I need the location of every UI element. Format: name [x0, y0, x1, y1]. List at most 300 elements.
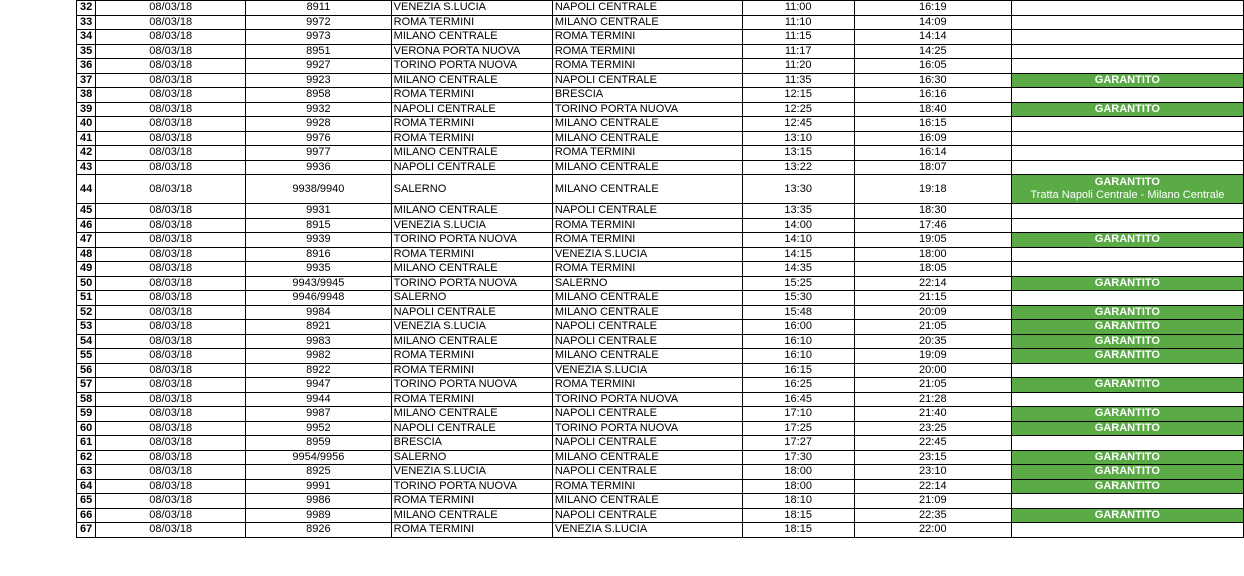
train-number-cell: 9986 [246, 494, 392, 509]
status-badge [1011, 73, 1243, 88]
train-number-cell: 9983 [246, 334, 392, 349]
train-number-cell: 8958 [246, 88, 392, 103]
status-label: GARANTITO [1094, 334, 1160, 347]
destination-cell: NAPOLI CENTRALE [552, 334, 742, 349]
departure-cell: 12:25 [742, 102, 854, 117]
table-row [77, 131, 1244, 146]
train-number-cell: 9954/9956 [246, 450, 392, 465]
train-number-cell: 8925 [246, 465, 392, 480]
table-row [77, 523, 1244, 538]
train-number-cell: 8916 [246, 247, 392, 262]
destination-cell: MILANO CENTRALE [552, 131, 742, 146]
date-cell: 08/03/18 [96, 102, 246, 117]
departure-cell: 14:15 [742, 247, 854, 262]
status-label: GARANTITO [1094, 508, 1160, 521]
date-cell: 08/03/18 [96, 262, 246, 277]
destination-cell: BRESCIA [552, 88, 742, 103]
status-badge [1011, 1, 1243, 16]
status-label: GARANTITO [1094, 349, 1160, 362]
train-number-cell: 8915 [246, 218, 392, 233]
row-number-cell: 39 [77, 102, 96, 117]
date-cell: 08/03/18 [96, 204, 246, 219]
origin-cell: TORINO PORTA NUOVA [391, 378, 552, 393]
row-number-cell: 53 [77, 320, 96, 335]
arrival-cell: 20:35 [854, 334, 1011, 349]
row-number-cell: 46 [77, 218, 96, 233]
row-number-cell: 42 [77, 146, 96, 161]
table-row [77, 247, 1244, 262]
row-number-cell: 35 [77, 44, 96, 59]
status-label: GARANTITO [1094, 176, 1160, 188]
date-cell: 08/03/18 [96, 30, 246, 45]
origin-cell: NAPOLI CENTRALE [391, 421, 552, 436]
row-number-cell: 38 [77, 88, 96, 103]
row-number-cell: 62 [77, 450, 96, 465]
destination-cell: ROMA TERMINI [552, 233, 742, 248]
destination-cell: MILANO CENTRALE [552, 15, 742, 30]
date-cell: 08/03/18 [96, 523, 246, 538]
status-badge [1011, 160, 1243, 175]
table-row [77, 44, 1244, 59]
departure-cell: 16:10 [742, 349, 854, 364]
table-row [77, 334, 1244, 349]
train-number-cell: 9928 [246, 117, 392, 132]
row-number-cell: 49 [77, 262, 96, 277]
origin-cell: MILANO CENTRALE [391, 508, 552, 523]
departure-cell: 17:10 [742, 407, 854, 422]
date-cell: 08/03/18 [96, 15, 246, 30]
destination-cell: TORINO PORTA NUOVA [552, 102, 742, 117]
row-number-cell: 47 [77, 233, 96, 248]
train-number-cell: 9989 [246, 508, 392, 523]
origin-cell: NAPOLI CENTRALE [391, 102, 552, 117]
origin-cell: VENEZIA S.LUCIA [391, 320, 552, 335]
arrival-cell: 14:14 [854, 30, 1011, 45]
status-label: GARANTITO [1094, 276, 1160, 289]
departure-cell: 15:48 [742, 305, 854, 320]
status-note: Tratta Napoli Centrale - Milano Centrale [1030, 189, 1225, 201]
destination-cell: MILANO CENTRALE [552, 450, 742, 465]
arrival-cell: 19:09 [854, 349, 1011, 364]
destination-cell: ROMA TERMINI [552, 378, 742, 393]
train-number-cell: 9923 [246, 73, 392, 88]
table-row [77, 450, 1244, 465]
table-row [77, 378, 1244, 393]
departure-cell: 18:00 [742, 465, 854, 480]
date-cell: 08/03/18 [96, 276, 246, 291]
arrival-cell: 18:40 [854, 102, 1011, 117]
status-badge [1011, 334, 1243, 349]
destination-cell: ROMA TERMINI [552, 30, 742, 45]
arrival-cell: 16:09 [854, 131, 1011, 146]
train-number-cell: 9982 [246, 349, 392, 364]
table-row [77, 15, 1244, 30]
arrival-cell: 21:15 [854, 291, 1011, 306]
train-number-cell: 9932 [246, 102, 392, 117]
status-badge [1011, 363, 1243, 378]
departure-cell: 13:10 [742, 131, 854, 146]
table-body [77, 1, 1244, 538]
status-label: GARANTITO [1094, 320, 1160, 333]
train-number-cell: 9927 [246, 59, 392, 74]
status-label: GARANTITO [1094, 421, 1160, 434]
table-row [77, 218, 1244, 233]
table-row [77, 204, 1244, 219]
destination-cell: MILANO CENTRALE [552, 305, 742, 320]
origin-cell: MILANO CENTRALE [391, 30, 552, 45]
date-cell: 08/03/18 [96, 421, 246, 436]
row-number-cell: 66 [77, 508, 96, 523]
date-cell: 08/03/18 [96, 175, 246, 204]
destination-cell: NAPOLI CENTRALE [552, 204, 742, 219]
arrival-cell: 22:14 [854, 276, 1011, 291]
status-badge [1011, 465, 1243, 480]
origin-cell: MILANO CENTRALE [391, 146, 552, 161]
status-badge [1011, 218, 1243, 233]
destination-cell: MILANO CENTRALE [552, 175, 742, 204]
arrival-cell: 22:45 [854, 436, 1011, 451]
row-number-cell: 54 [77, 334, 96, 349]
departure-cell: 14:10 [742, 233, 854, 248]
origin-cell: VENEZIA S.LUCIA [391, 218, 552, 233]
row-number-cell: 33 [77, 15, 96, 30]
origin-cell: ROMA TERMINI [391, 131, 552, 146]
status-badge [1011, 479, 1243, 494]
date-cell: 08/03/18 [96, 436, 246, 451]
table-row [77, 276, 1244, 291]
status-badge [1011, 247, 1243, 262]
date-cell: 08/03/18 [96, 88, 246, 103]
arrival-cell: 23:15 [854, 450, 1011, 465]
arrival-cell: 18:07 [854, 160, 1011, 175]
arrival-cell: 14:25 [854, 44, 1011, 59]
row-number-cell: 64 [77, 479, 96, 494]
date-cell: 08/03/18 [96, 450, 246, 465]
date-cell: 08/03/18 [96, 117, 246, 132]
arrival-cell: 21:28 [854, 392, 1011, 407]
departure-cell: 16:15 [742, 363, 854, 378]
destination-cell: MILANO CENTRALE [552, 494, 742, 509]
train-number-cell: 9936 [246, 160, 392, 175]
date-cell: 08/03/18 [96, 465, 246, 480]
departure-cell: 13:22 [742, 160, 854, 175]
origin-cell: TORINO PORTA NUOVA [391, 59, 552, 74]
status-badge [1011, 320, 1243, 335]
date-cell: 08/03/18 [96, 73, 246, 88]
departure-cell: 13:35 [742, 204, 854, 219]
status-label: GARANTITO [1094, 305, 1160, 318]
train-number-cell: 9947 [246, 378, 392, 393]
origin-cell: SALERNO [391, 175, 552, 204]
status-label: GARANTITO [1094, 479, 1160, 492]
status-badge [1011, 102, 1243, 117]
table-row [77, 494, 1244, 509]
departure-cell: 14:00 [742, 218, 854, 233]
origin-cell: NAPOLI CENTRALE [391, 160, 552, 175]
origin-cell: VENEZIA S.LUCIA [391, 1, 552, 16]
table-row [77, 305, 1244, 320]
departure-cell: 18:00 [742, 479, 854, 494]
train-number-cell: 9931 [246, 204, 392, 219]
table-row [77, 479, 1244, 494]
train-schedule-table [76, 0, 1244, 538]
departure-cell: 11:15 [742, 30, 854, 45]
status-badge [1011, 88, 1243, 103]
row-number-cell: 51 [77, 291, 96, 306]
departure-cell: 13:15 [742, 146, 854, 161]
date-cell: 08/03/18 [96, 334, 246, 349]
departure-cell: 13:30 [742, 175, 854, 204]
status-badge [1011, 349, 1243, 364]
table-row [77, 88, 1244, 103]
origin-cell: ROMA TERMINI [391, 363, 552, 378]
status-badge [1011, 30, 1243, 45]
table-row [77, 30, 1244, 45]
train-number-cell: 9987 [246, 407, 392, 422]
train-number-cell: 8951 [246, 44, 392, 59]
date-cell: 08/03/18 [96, 218, 246, 233]
train-number-cell: 9972 [246, 15, 392, 30]
origin-cell: TORINO PORTA NUOVA [391, 276, 552, 291]
status-badge [1011, 59, 1243, 74]
origin-cell: ROMA TERMINI [391, 349, 552, 364]
row-number-cell: 36 [77, 59, 96, 74]
status-badge [1011, 392, 1243, 407]
origin-cell: ROMA TERMINI [391, 117, 552, 132]
destination-cell: VENEZIA S.LUCIA [552, 523, 742, 538]
status-badge [1011, 407, 1243, 422]
row-number-cell: 48 [77, 247, 96, 262]
table-row [77, 291, 1244, 306]
arrival-cell: 22:14 [854, 479, 1011, 494]
status-badge [1011, 508, 1243, 523]
row-number-cell: 45 [77, 204, 96, 219]
status-badge [1011, 204, 1243, 219]
destination-cell: SALERNO [552, 276, 742, 291]
origin-cell: ROMA TERMINI [391, 392, 552, 407]
train-number-cell: 9984 [246, 305, 392, 320]
row-number-cell: 34 [77, 30, 96, 45]
row-number-cell: 67 [77, 523, 96, 538]
train-number-cell: 9939 [246, 233, 392, 248]
destination-cell: ROMA TERMINI [552, 262, 742, 277]
origin-cell: MILANO CENTRALE [391, 262, 552, 277]
status-label: GARANTITO [1094, 102, 1160, 115]
departure-cell: 11:00 [742, 1, 854, 16]
origin-cell: ROMA TERMINI [391, 247, 552, 262]
row-number-cell: 40 [77, 117, 96, 132]
destination-cell: NAPOLI CENTRALE [552, 508, 742, 523]
table-row [77, 465, 1244, 480]
date-cell: 08/03/18 [96, 392, 246, 407]
date-cell: 08/03/18 [96, 146, 246, 161]
arrival-cell: 22:35 [854, 508, 1011, 523]
destination-cell: TORINO PORTA NUOVA [552, 421, 742, 436]
arrival-cell: 19:18 [854, 175, 1011, 204]
arrival-cell: 17:46 [854, 218, 1011, 233]
date-cell: 08/03/18 [96, 160, 246, 175]
arrival-cell: 16:14 [854, 146, 1011, 161]
destination-cell: TORINO PORTA NUOVA [552, 392, 742, 407]
origin-cell: MILANO CENTRALE [391, 407, 552, 422]
table-row [77, 175, 1244, 204]
destination-cell: ROMA TERMINI [552, 59, 742, 74]
table-row [77, 117, 1244, 132]
train-number-cell: 9935 [246, 262, 392, 277]
date-cell: 08/03/18 [96, 1, 246, 16]
arrival-cell: 23:25 [854, 421, 1011, 436]
date-cell: 08/03/18 [96, 233, 246, 248]
date-cell: 08/03/18 [96, 349, 246, 364]
table-row [77, 233, 1244, 248]
date-cell: 08/03/18 [96, 305, 246, 320]
table-row [77, 349, 1244, 364]
train-number-cell: 9991 [246, 479, 392, 494]
origin-cell: TORINO PORTA NUOVA [391, 233, 552, 248]
origin-cell: NAPOLI CENTRALE [391, 305, 552, 320]
table-row [77, 146, 1244, 161]
origin-cell: VENEZIA S.LUCIA [391, 465, 552, 480]
table-row [77, 363, 1244, 378]
departure-cell: 17:25 [742, 421, 854, 436]
table-row [77, 436, 1244, 451]
table-row [77, 508, 1244, 523]
destination-cell: ROMA TERMINI [552, 218, 742, 233]
train-number-cell: 9943/9945 [246, 276, 392, 291]
status-badge [1011, 131, 1243, 146]
departure-cell: 16:25 [742, 378, 854, 393]
train-number-cell: 9944 [246, 392, 392, 407]
row-number-cell: 32 [77, 1, 96, 16]
destination-cell: NAPOLI CENTRALE [552, 320, 742, 335]
arrival-cell: 21:05 [854, 378, 1011, 393]
row-number-cell: 52 [77, 305, 96, 320]
destination-cell: NAPOLI CENTRALE [552, 407, 742, 422]
departure-cell: 17:30 [742, 450, 854, 465]
destination-cell: VENEZIA S.LUCIA [552, 247, 742, 262]
arrival-cell: 16:16 [854, 88, 1011, 103]
arrival-cell: 16:15 [854, 117, 1011, 132]
row-number-cell: 58 [77, 392, 96, 407]
origin-cell: MILANO CENTRALE [391, 73, 552, 88]
train-number-cell: 9938/9940 [246, 175, 392, 204]
arrival-cell: 16:05 [854, 59, 1011, 74]
departure-cell: 12:15 [742, 88, 854, 103]
origin-cell: BRESCIA [391, 436, 552, 451]
departure-cell: 18:10 [742, 494, 854, 509]
row-number-cell: 63 [77, 465, 96, 480]
table-row [77, 73, 1244, 88]
row-number-cell: 57 [77, 378, 96, 393]
origin-cell: VERONA PORTA NUOVA [391, 44, 552, 59]
date-cell: 08/03/18 [96, 494, 246, 509]
departure-cell: 17:27 [742, 436, 854, 451]
destination-cell: ROMA TERMINI [552, 146, 742, 161]
status-badge [1011, 436, 1243, 451]
arrival-cell: 18:30 [854, 204, 1011, 219]
destination-cell: NAPOLI CENTRALE [552, 465, 742, 480]
date-cell: 08/03/18 [96, 59, 246, 74]
status-badge [1011, 305, 1243, 320]
row-number-cell: 44 [77, 175, 96, 204]
status-badge [1011, 523, 1243, 538]
arrival-cell: 21:05 [854, 320, 1011, 335]
departure-cell: 11:20 [742, 59, 854, 74]
arrival-cell: 21:09 [854, 494, 1011, 509]
arrival-cell: 16:19 [854, 1, 1011, 16]
arrival-cell: 21:40 [854, 407, 1011, 422]
table-row [77, 421, 1244, 436]
departure-cell: 14:35 [742, 262, 854, 277]
destination-cell: NAPOLI CENTRALE [552, 1, 742, 16]
status-badge [1011, 276, 1243, 291]
arrival-cell: 22:00 [854, 523, 1011, 538]
date-cell: 08/03/18 [96, 247, 246, 262]
origin-cell: TORINO PORTA NUOVA [391, 479, 552, 494]
row-number-cell: 61 [77, 436, 96, 451]
train-number-cell: 9952 [246, 421, 392, 436]
departure-cell: 15:30 [742, 291, 854, 306]
table-row [77, 160, 1244, 175]
departure-cell: 11:10 [742, 15, 854, 30]
row-number-cell: 59 [77, 407, 96, 422]
origin-cell: MILANO CENTRALE [391, 334, 552, 349]
destination-cell: ROMA TERMINI [552, 44, 742, 59]
table-row [77, 102, 1244, 117]
status-label: GARANTITO [1094, 378, 1160, 391]
status-badge [1011, 146, 1243, 161]
date-cell: 08/03/18 [96, 378, 246, 393]
origin-cell: MILANO CENTRALE [391, 204, 552, 219]
departure-cell: 16:45 [742, 392, 854, 407]
departure-cell: 11:35 [742, 73, 854, 88]
date-cell: 08/03/18 [96, 508, 246, 523]
table-row [77, 407, 1244, 422]
train-number-cell: 8926 [246, 523, 392, 538]
arrival-cell: 16:30 [854, 73, 1011, 88]
train-number-cell: 9973 [246, 30, 392, 45]
status-label: GARANTITO [1094, 73, 1160, 86]
table-row [77, 1, 1244, 16]
arrival-cell: 18:05 [854, 262, 1011, 277]
status-badge [1011, 421, 1243, 436]
departure-cell: 15:25 [742, 276, 854, 291]
destination-cell: NAPOLI CENTRALE [552, 73, 742, 88]
origin-cell: ROMA TERMINI [391, 494, 552, 509]
date-cell: 08/03/18 [96, 44, 246, 59]
status-badge [1011, 378, 1243, 393]
arrival-cell: 20:09 [854, 305, 1011, 320]
destination-cell: NAPOLI CENTRALE [552, 436, 742, 451]
status-badge [1011, 291, 1243, 306]
departure-cell: 16:00 [742, 320, 854, 335]
train-number-cell: 8921 [246, 320, 392, 335]
train-number-cell: 9977 [246, 146, 392, 161]
status-badge [1011, 494, 1243, 509]
date-cell: 08/03/18 [96, 479, 246, 494]
arrival-cell: 23:10 [854, 465, 1011, 480]
train-number-cell: 8922 [246, 363, 392, 378]
row-number-cell: 43 [77, 160, 96, 175]
train-number-cell: 9976 [246, 131, 392, 146]
date-cell: 08/03/18 [96, 291, 246, 306]
train-number-cell: 9946/9948 [246, 291, 392, 306]
status-label: GARANTITO [1094, 450, 1160, 463]
departure-cell: 18:15 [742, 508, 854, 523]
date-cell: 08/03/18 [96, 320, 246, 335]
row-number-cell: 60 [77, 421, 96, 436]
origin-cell: ROMA TERMINI [391, 523, 552, 538]
